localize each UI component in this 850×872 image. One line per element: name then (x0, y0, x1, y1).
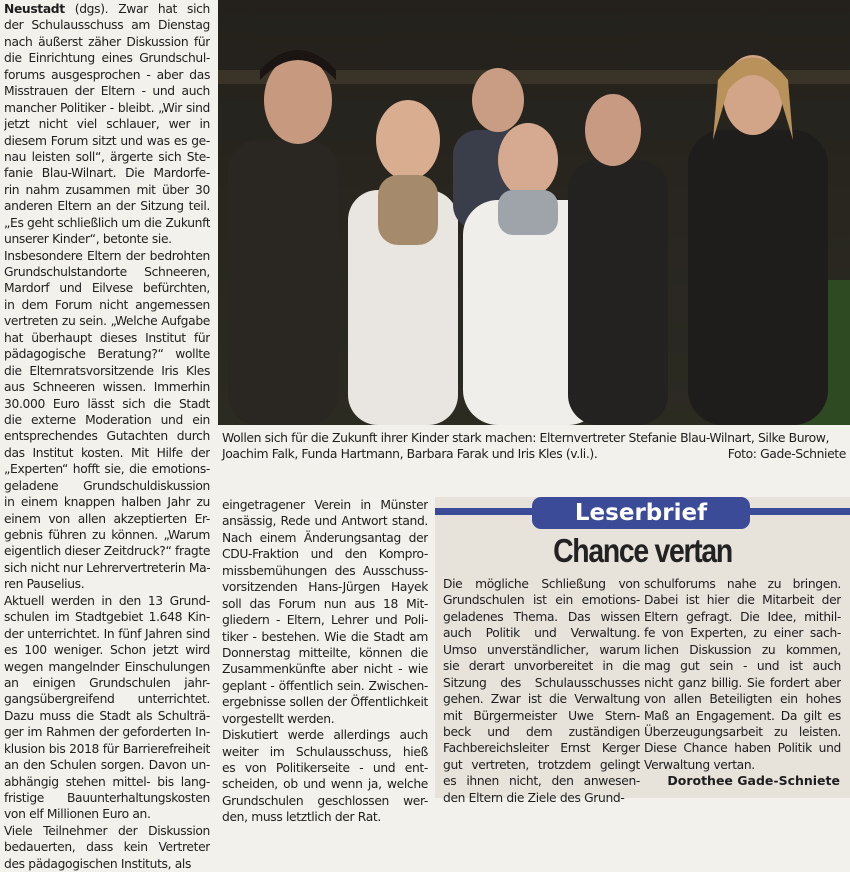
text-line: schulen im Stadtgebiet 1.648 Kin- (4, 610, 210, 625)
text-line: die externe Moderation und ein (4, 412, 210, 427)
letter-headline: Chance vertan (553, 532, 732, 569)
text-line: der Schulausschuss am Dienstag (4, 18, 210, 33)
text-line: gut vertreten, trotzdem gelingt (443, 757, 640, 772)
text-line: ren Pauselius. (4, 577, 85, 592)
article-left-column (4, 1, 210, 872)
text-line: vorgestellt werden. (222, 711, 335, 726)
text-line: gehen. Zwar ist die Verwaltung (443, 692, 640, 707)
text-line: Eltern gefragt. Die Idee, mithil- (644, 609, 841, 624)
text-line: in dem Forum nicht angemessen (4, 297, 210, 312)
text-line: mag gut sein - und ist auch (644, 659, 841, 674)
text-line: Maß an Engagement. Da gilt es (644, 708, 841, 723)
text-line: des pädagogischen Instituts, als (4, 856, 192, 871)
text-line: Dabei ist hier die Mitarbeit der (644, 593, 841, 608)
text-line: vorsitzenden Hans-Jürgen Hayek (222, 580, 428, 595)
letter-column-1 (443, 576, 640, 806)
text-line: Grundschulen ist ein emotions- (443, 593, 640, 608)
text-line: gebnis führen zu können. „Warum (4, 528, 210, 542)
text-line: aus Schneeren wissen. Immerhin (4, 380, 210, 395)
text-line: gangsübergreifend unterrichtet. (4, 692, 210, 707)
text-line: Grundschulstandorte Schneeren, (4, 265, 210, 279)
article-middle-column (222, 497, 428, 826)
text-line: mancher Politiker - bleibt. „Wir sind (4, 100, 210, 115)
text-line: die Elternratsvorsitzende Iris Kles (4, 363, 210, 378)
letter-author: Dorothee Gade-Schniete (667, 773, 840, 788)
text-line: das Institut kosten. Mit Hilfe der (4, 445, 210, 460)
text-line: Umso unverständlicher, warum (443, 642, 640, 657)
text-line: Diese Chance haben Politik und (644, 741, 841, 756)
text-line: klusion bis 2018 für Barrierefreiheit (4, 741, 210, 756)
text-line: Insbesondere Eltern der bedrohten (4, 248, 210, 263)
text-line: der unterrichtet. In fünf Jahren sind (4, 626, 210, 641)
text-line: lichen Diskussion zu kommen, (644, 642, 841, 657)
text-line: eingetragener Verein in Münster (222, 498, 428, 512)
group-photo (218, 0, 850, 425)
text-line: die Einrichtung eines Grundschul- (4, 51, 210, 66)
kicker-label: Leserbrief (532, 497, 750, 529)
caption-line-1: Wollen sich für die Zukunft ihrer Kinder stark machen: Elternvertreter Stefanie Blau-Wilnart, Silke Burow, (222, 430, 830, 445)
dateline: Neustadt (4, 2, 65, 16)
text-line: mit Bürgermeister Uwe Stern- (443, 708, 640, 723)
text-line: rin nahm zusammen mit über 30 (4, 182, 210, 197)
text-line: schulforums nahe zu bringen. (644, 577, 841, 591)
text-line: von allen Beteiligten ein hohes (644, 692, 841, 707)
text-line: Aktuell werden in den 13 Grund- (4, 593, 210, 608)
text-line: wegen mangelnder Einschulungen (4, 659, 210, 674)
text-line: einem von allen akzeptierten Er- (4, 511, 210, 526)
text-line: nicht ganz billig. Sie fordert aber (644, 675, 841, 690)
text-line: Grundschulen geschlossen wer- (222, 793, 428, 808)
text-line: tiker - bestehen. Wie die Stadt am (222, 629, 428, 644)
photo-caption (222, 430, 846, 462)
text-line: weiter im Schulausschuss, hieß (222, 744, 428, 759)
text-line: nach äußerst zäher Diskussion für (4, 34, 210, 49)
text-line: CDU-Fraktion und den Kompro- (222, 547, 428, 562)
text-line: Sitzung des Schulausschusses (443, 675, 640, 690)
text-line: Dazu muss die Stadt als Schulträ- (4, 708, 210, 723)
text-line: abhängig stehen mittel- bis lang- (4, 774, 210, 789)
text-line: gliedern - Eltern, Lehrer und Poli- (222, 613, 428, 628)
text-line: Misstrauen der Eltern - und auch (4, 84, 210, 99)
text-line: diesem Forum sitzt und was es ge- (4, 133, 210, 148)
text-line: ergebnisse sollen der Öffentlichkeit (222, 695, 428, 710)
text-line: bedauerten, dass kein Vertreter (4, 840, 210, 855)
text-line: Donnerstag mitteilte, können die (222, 645, 428, 660)
text-line: vertreten zu sein. „Welche Aufgabe (4, 314, 210, 329)
text-line: „Es geht schließlich um die Zukunft (4, 215, 210, 230)
text-line: soll das Forum nun aus 18 Mit- (222, 596, 428, 611)
text-line: jetzt nicht viel schlauer, wer in (4, 117, 210, 132)
text-line: beck und dem zuständigen (443, 724, 640, 739)
text-line: anderen Eltern an der Sitzung teil. (4, 199, 210, 214)
text-line: geladene Grundschuldiskussion (4, 478, 210, 493)
text-line: es von Politikerseite - und ent- (222, 761, 428, 775)
text-line (4, 1, 210, 17)
letter-column-2 (644, 576, 841, 773)
text-line: Die mögliche Schließung von (443, 577, 640, 591)
text-line: ger im Rahmen der geforderten In- (4, 725, 210, 740)
text-line: Viele Teilnehmer der Diskussion (4, 823, 210, 838)
text-line: unserer Kinder“, betonte sie. (4, 232, 172, 247)
photo-image (218, 0, 850, 425)
text-line: den Eltern die Ziele des Grund- (443, 790, 625, 805)
text-line: Überzeugungsarbeit zu leisten. (644, 724, 841, 739)
text-line: an den Schulen sorgen. Davon un- (4, 758, 210, 773)
text-line: hat überhaupt dieses Institut für (4, 330, 210, 345)
photo-credit: Foto: Gade-Schniete (727, 446, 846, 461)
text-line: ansässig, Rede und Antwort stand. (222, 514, 428, 529)
text-line: geladenes Thema. Das wissen (443, 609, 640, 624)
text-line: Diskutiert werde allerdings auch (222, 728, 428, 743)
text-line: an einigen Grundschulen jahr- (4, 675, 210, 690)
text-line: nau leisten soll“, ärgerte sich Ste- (4, 149, 210, 164)
text-line: es 100 weniger. Schon jetzt wird (4, 643, 210, 658)
text-line: von elf Millionen Euro an. (4, 807, 151, 822)
letter-to-editor (435, 497, 850, 805)
text-line: missbemühungen des Ausschuss- (222, 563, 428, 578)
text-line-rest: (dgs). Zwar hat sich (74, 2, 210, 16)
text-line: 30.000 Euro lässt sich die Stadt (4, 396, 210, 411)
text-line: Verwaltung vertan. (644, 757, 755, 772)
text-line: eigentlich dieser Zeitdruck?“ fragte (4, 544, 210, 559)
text-line: auch Politik und Verwaltung. (443, 626, 640, 641)
text-line: entsprechendes Gutachten durch (4, 429, 210, 444)
caption-line-2: Joachim Falk, Funda Hartmann, Barbara Farak und Iris Kles (v.li.). (222, 446, 598, 461)
text-line: in einem knappen halben Jahr zu (4, 495, 210, 510)
text-line: Mardorf und Eilvese befürchten, (4, 281, 210, 296)
text-line: Zusammenkünfte aber nicht - wie (222, 662, 428, 677)
text-line: geplant - öffentlich sein. Zwischen- (222, 678, 428, 693)
text-line: fristige Bauunterhaltungskosten (4, 791, 210, 805)
text-line: forums ausgesprochen - aber das (4, 67, 210, 82)
text-line: „Experten“ hofft sie, die emotions- (4, 462, 210, 477)
text-line: es ihnen nicht, den anwesen- (443, 774, 640, 789)
text-line: Fachbereichsleiter Ernst Kerger (443, 741, 640, 756)
text-line: Nach einem Änderungsantag der (222, 530, 428, 545)
text-line: scheiden, ob und wenn ja, welche (222, 777, 428, 792)
text-line: fe von Experten, zu einer sach- (644, 626, 841, 641)
text-line: den, muss letztlich der Rat. (222, 810, 381, 825)
text-line: fanie Blau-Wilnart. Die Mardorfe- (4, 166, 210, 181)
text-line: sie derart unvorbereitet in die (443, 659, 640, 674)
text-line: sich nicht nur Lehrervertreterin Ma- (4, 560, 210, 575)
text-line: pädagogische Beratung?“ wollte (4, 347, 210, 362)
